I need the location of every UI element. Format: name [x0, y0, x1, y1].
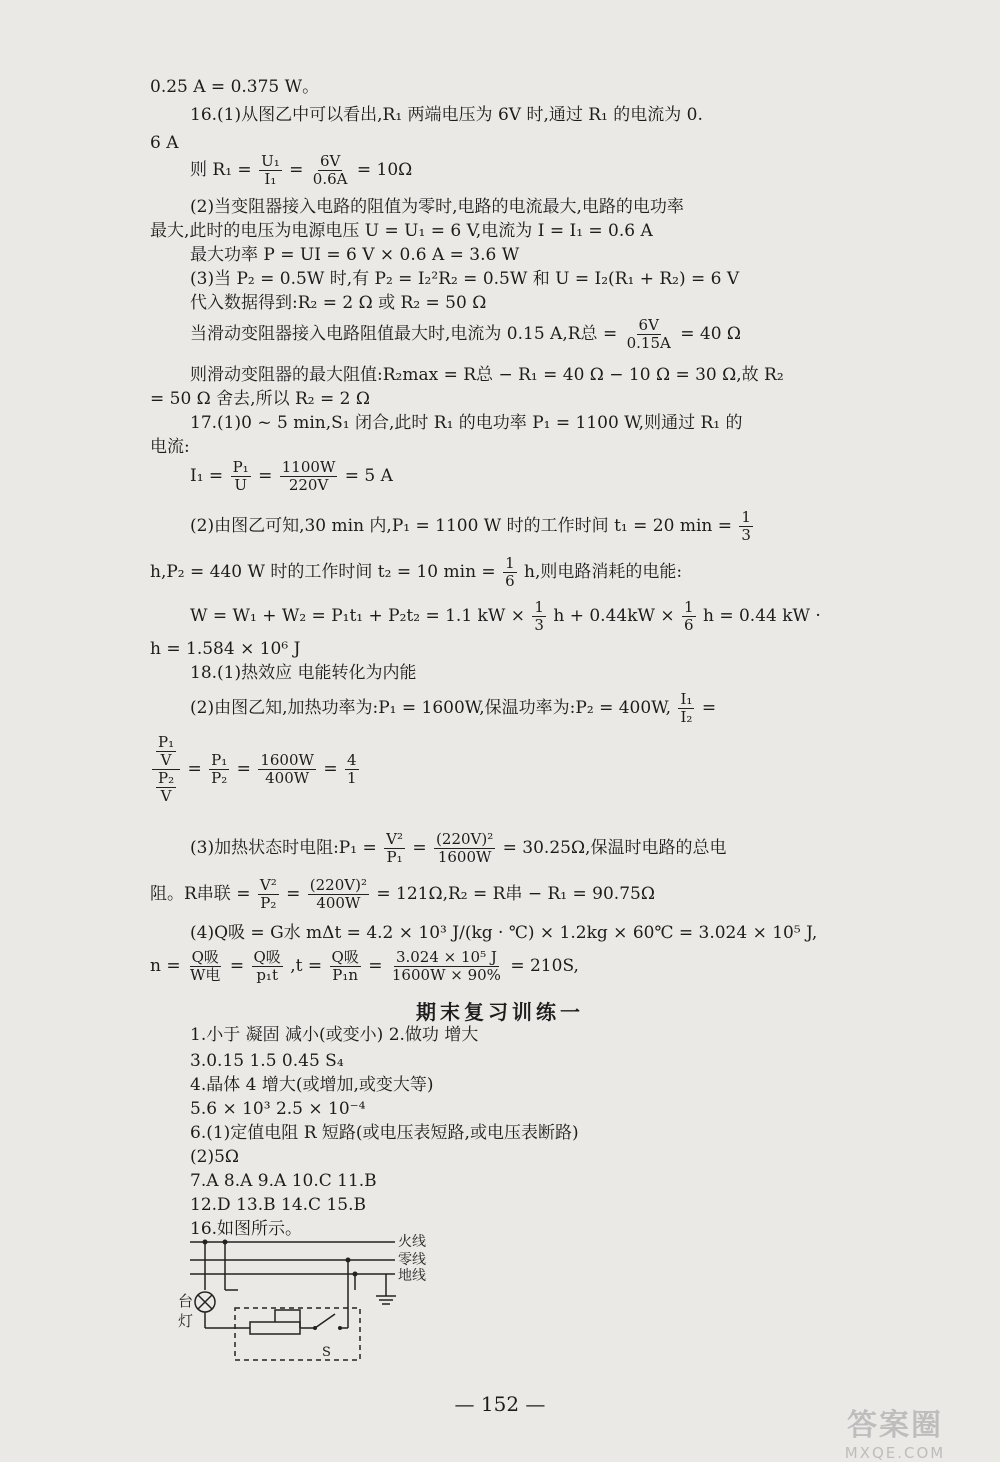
fraction	[156, 734, 176, 769]
denominator: 3	[534, 616, 544, 634]
formula-line	[150, 552, 682, 592]
text: n =	[150, 956, 181, 976]
denominator: 6	[505, 572, 515, 590]
answer-line: 1.小于 凝固 减小(或变小) 2.做功 增大	[190, 1025, 479, 1045]
fraction	[503, 555, 517, 590]
denominator: 1	[347, 769, 357, 787]
fraction	[625, 317, 673, 352]
numerator: I₁	[680, 690, 693, 708]
section-title: 期末复习训练一	[416, 1000, 584, 1024]
text-line: 18.(1)热效应 电能转化为内能	[190, 663, 417, 683]
formula-line	[190, 506, 755, 546]
neutral-wire-label: 零线	[398, 1252, 426, 1268]
numerator: 1100W	[281, 458, 336, 476]
text: = 5 A	[344, 466, 393, 486]
text: h,P₂ = 440 W 时的工作时间 t₂ = 10 min =	[150, 562, 496, 582]
answer-line: 16.如图所示。	[190, 1219, 303, 1239]
fraction	[259, 153, 282, 188]
denominator: I₂	[680, 708, 693, 726]
text-line: 最大功率 P = UI = 6 V × 0.6 A = 3.6 W	[190, 245, 520, 265]
fraction	[682, 599, 696, 634]
answer-line: 5.6 × 10³ 2.5 × 10⁻⁴	[190, 1099, 366, 1119]
switch-symbol	[315, 1314, 335, 1328]
denominator: V	[160, 787, 172, 805]
fraction	[280, 459, 338, 494]
fraction	[156, 770, 176, 805]
fraction	[739, 509, 753, 544]
denominator: 0.15A	[626, 334, 671, 352]
denominator: 220V	[288, 476, 329, 494]
watermark-url: MXQE.COM	[844, 1444, 946, 1462]
answer-line: (2)5Ω	[190, 1147, 239, 1167]
ground-wire-label: 地线	[398, 1268, 426, 1284]
numerator: 1	[684, 598, 694, 616]
watermark-logo	[810, 1400, 980, 1462]
formula-line	[190, 596, 821, 636]
fraction	[434, 831, 495, 866]
numerator: 1	[741, 508, 751, 526]
page-number: — 152 —	[454, 1392, 546, 1416]
numerator: P₁	[211, 751, 228, 769]
formula-line: 则 R₁ = $\frac{\text{U₁}}{\text{I₁}}$ = $\frac{6V}{0.6A}$ = 10Ω	[190, 152, 413, 188]
denominator: 3	[741, 526, 751, 544]
numerator: Q吸	[331, 948, 359, 966]
text-line: 6 A	[150, 133, 179, 153]
text-line: 代入数据得到:R₂ = 2 Ω 或 R₂ = 50 Ω	[190, 293, 487, 313]
text: (2)由图乙知,加热功率为:P₁ = 1600W,保温功率为:P₂ = 400W,	[190, 698, 672, 718]
formula-line: 阻。R串联 = $\frac{\text{V²}}{\text{P₂}}$ = $\frac{\text{(220V)²}}{400W}$ = 121Ω,R₂ = R串 − R₁ = 90.75Ω	[150, 876, 655, 912]
fraction	[330, 949, 361, 984]
answer-line: 3.0.15 1.5 0.45 S₄	[190, 1051, 344, 1071]
fraction	[678, 691, 694, 726]
text-line: h = 1.584 × 10⁶ J	[150, 639, 301, 659]
fraction	[258, 752, 316, 787]
denominator: U	[234, 476, 247, 494]
numerator: V²	[259, 876, 277, 894]
text: =	[701, 698, 717, 718]
formula-line	[190, 688, 716, 728]
text: = 121Ω,R₂ = R串 − R₁ = 90.75Ω	[376, 884, 655, 904]
text: I₁ =	[190, 466, 224, 486]
fraction	[390, 949, 503, 984]
text-line: 最大,此时的电压为电源电压 U = U₁ = 6 V,电流为 I = I₁ = 0.6 A	[150, 221, 653, 241]
circuit-diagram	[178, 1230, 450, 1370]
numerator: (220V)²	[436, 830, 494, 848]
text-line: 电流:	[150, 437, 190, 457]
watermark-text: 答案圈	[847, 1408, 943, 1443]
formula-line: (3)加热状态时电阻:P₁ = $\frac{\text{V²}}{\text{P₁}}$ = $\frac{\text{(220V)²}}{1600W}$ = 30.25Ω,保温时电路的总电	[190, 830, 727, 866]
fraction	[258, 877, 279, 912]
text: h = 0.44 kW ·	[702, 606, 821, 626]
numerator: 6V	[319, 152, 341, 170]
answer-line: 4.晶体 4 增大(或增加,或变大等)	[190, 1075, 434, 1095]
denominator: P₁	[386, 848, 403, 866]
fraction	[308, 877, 369, 912]
text-line: 0.25 A = 0.375 W。	[150, 77, 320, 97]
switch-label: S	[322, 1345, 331, 1360]
text: = 30.25Ω,保温时电路的总电	[502, 838, 727, 858]
numerator: 3.024 × 10⁵ J	[395, 948, 497, 966]
fraction	[384, 831, 405, 866]
text-line: (4)Q吸 = G水 mΔt = 4.2 × 10³ J/(kg · ℃) × 1.2kg × 60℃ = 3.024 × 10⁵ J,	[190, 923, 818, 943]
rheostat-symbol	[250, 1322, 300, 1334]
fraction	[532, 599, 546, 634]
lamp-label-2: 灯	[178, 1312, 194, 1330]
answer-line: 12.D 13.B 14.C 15.B	[190, 1195, 366, 1215]
fraction	[311, 153, 350, 188]
denominator: 6	[684, 616, 694, 634]
numerator: 1600W	[260, 751, 314, 769]
text: ,t =	[290, 956, 323, 976]
numerator: 1	[534, 598, 544, 616]
text: h + 0.44kW ×	[553, 606, 675, 626]
text: = 40 Ω	[680, 324, 742, 344]
formula-line: I₁ = $\frac{\text{P₁}}{U}$ = $\frac{1100W}{220V}$ = 5 A	[190, 458, 393, 494]
denominator: 400W	[316, 894, 361, 912]
denominator: V	[160, 751, 172, 769]
text: 阻。R串联 =	[150, 884, 251, 904]
denominator	[152, 770, 180, 805]
numerator: 1	[505, 554, 515, 572]
answer-line: 6.(1)定值电阻 R 短路(或电压表短路,或电压表断路)	[190, 1123, 579, 1143]
fraction	[188, 949, 222, 984]
fraction	[345, 752, 359, 787]
text: 当滑动变阻器接入电路阻值最大时,电流为 0.15 A,R总 =	[190, 324, 618, 344]
text: h,则电路消耗的电能:	[524, 562, 683, 582]
lamp-label-1: 台	[178, 1292, 194, 1310]
denominator: P₂	[211, 769, 228, 787]
formula-line	[190, 314, 741, 354]
live-wire-label: 火线	[398, 1234, 426, 1250]
text: W = W₁ + W₂ = P₁t₁ + P₂t₂ = 1.1 kW ×	[190, 606, 525, 626]
fraction	[209, 752, 229, 787]
denominator: 1600W × 90%	[391, 966, 501, 984]
numerator: 4	[347, 751, 357, 769]
formula-line: $\frac{\frac{\text{P₁}}{V}}{\frac{\text{P₂}}{V}}$ = $\frac{\text{P₁}}{\text{P₂}}$ = $\frac{1600W}{400W}$ = $\frac{4}{1}$	[150, 734, 361, 805]
denominator: P₂	[260, 894, 277, 912]
numerator: P₁	[232, 458, 249, 476]
numerator: P₁	[158, 733, 175, 751]
text-line: (2)当变阻器接入电路的阻值为零时,电路的电流最大,电路的电功率	[190, 197, 684, 217]
numerator: U₁	[261, 152, 280, 170]
text-line: 16.(1)从图乙中可以看出,R₁ 两端电压为 6V 时,通过 R₁ 的电流为 0.	[190, 105, 703, 125]
text-line: = 50 Ω 舍去,所以 R₂ = 2 Ω	[150, 389, 370, 409]
numerator	[152, 734, 180, 770]
text: (2)由图乙可知,30 min 内,P₁ = 1100 W 时的工作时间 t₁ = 20 min =	[190, 516, 732, 536]
text: (3)加热状态时电阻:P₁ =	[190, 838, 377, 858]
text: = 10Ω	[356, 160, 413, 180]
numerator: 6V	[638, 316, 659, 334]
fraction	[252, 949, 283, 984]
denominator: 0.6A	[312, 170, 348, 188]
text: 则 R₁ =	[190, 160, 252, 180]
denominator: p₁t	[256, 966, 278, 984]
denominator: I₁	[264, 170, 277, 188]
denominator: 1600W	[437, 848, 492, 866]
numerator: Q吸	[191, 948, 219, 966]
text: = 210S,	[510, 956, 579, 976]
denominator: P₁n	[332, 966, 359, 984]
text-line: 17.(1)0 ~ 5 min,S₁ 闭合,此时 R₁ 的电功率 P₁ = 1100 W,则通过 R₁ 的	[190, 413, 743, 433]
numerator: Q吸	[253, 948, 281, 966]
compound-fraction	[152, 734, 180, 805]
denominator: 400W	[265, 769, 310, 787]
numerator: (220V)²	[309, 876, 367, 894]
text-line: 则滑动变阻器的最大阻值:R₂max = R总 − R₁ = 40 Ω − 10 Ω = 30 Ω,故 R₂	[190, 365, 784, 385]
formula-line: n = $\frac{\text{Q吸}}{\text{W电}}$ = $\frac{\text{Q吸}}{\text{p₁t}}$ ,t = $\frac{\text{Q吸}}{\text{P₁n}}$ = $\frac{\text{3.024 × 10⁵ J}}{1600W \times 90\%}$ = 210S,	[150, 948, 579, 984]
answer-line: 7.A 8.A 9.A 10.C 11.B	[190, 1171, 377, 1191]
fraction	[231, 459, 251, 494]
denominator: W电	[190, 966, 221, 984]
numerator: P₂	[158, 769, 175, 787]
text-line: (3)当 P₂ = 0.5W 时,有 P₂ = I₂²R₂ = 0.5W 和 U = I₂(R₁ + R₂) = 6 V	[190, 269, 740, 289]
numerator: V²	[386, 830, 403, 848]
